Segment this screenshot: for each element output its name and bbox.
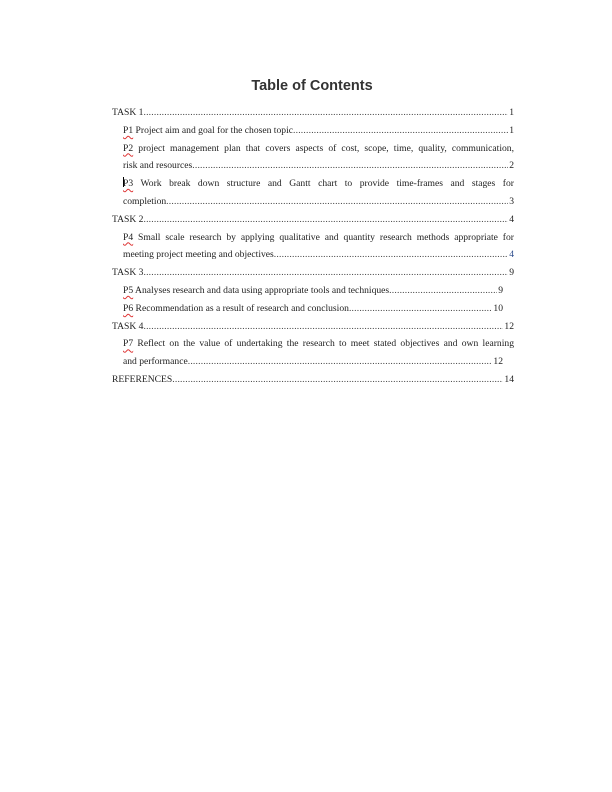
toc-entry-task3[interactable]	[112, 264, 514, 282]
toc-leader-dots	[166, 193, 508, 211]
toc-page-number: 10	[493, 302, 503, 314]
toc-entry-text: Analyses research and data using appropriate tools and techniques	[133, 284, 390, 296]
toc-entry-text: REFERENCES	[112, 373, 173, 385]
toc-entry-text: TASK 2	[112, 213, 144, 225]
toc-entry-text: project management plan that covers aspects of cost, scope, time, quality, communication,	[133, 142, 514, 154]
toc-leader-dots	[293, 122, 508, 140]
toc-leader-dots	[389, 282, 497, 300]
table-of-contents	[112, 104, 514, 389]
toc-page-number: 9	[509, 267, 514, 279]
toc-page-number: 14	[504, 373, 514, 385]
toc-entry-task1[interactable]	[112, 104, 514, 122]
toc-entry-p6[interactable]	[112, 300, 503, 318]
toc-entry-code: P7	[123, 338, 134, 350]
toc-entry-text-cont: and performance	[123, 356, 188, 368]
toc-leader-dots	[143, 211, 508, 229]
toc-entry-text: Small scale research by applying qualitative and quantity research methods appropriate for	[133, 231, 514, 243]
toc-page-number: 9	[498, 284, 503, 296]
toc-entry-task4[interactable]	[112, 318, 514, 336]
toc-entry-p5[interactable]	[112, 282, 503, 300]
toc-entry-text: Recommendation as a result of research and conclusion	[133, 302, 349, 314]
toc-entry-code: P5	[123, 284, 134, 296]
toc-leader-dots	[143, 104, 508, 122]
toc-entry-text: Reflect on the value of undertaking the research to meet stated objectives and own learning	[133, 338, 514, 350]
toc-entry-text-cont: meeting project meeting and objectives	[123, 249, 274, 261]
toc-entry-text: Project aim and goal for the chosen topic	[133, 124, 293, 136]
toc-title: Table of Contents	[251, 78, 373, 94]
toc-leader-dots	[192, 157, 508, 175]
toc-entry-text: TASK 3	[112, 267, 144, 279]
toc-entry-p4[interactable]	[112, 229, 514, 265]
toc-leader-dots	[188, 353, 493, 371]
toc-entry-p7[interactable]	[112, 335, 514, 371]
toc-entry-task2[interactable]	[112, 211, 514, 229]
toc-entry-p2[interactable]	[112, 140, 514, 176]
toc-leader-dots	[143, 318, 503, 336]
toc-entry-text: TASK 4	[112, 320, 144, 332]
toc-entry-code: P1	[123, 124, 134, 136]
toc-entry-text: Work break down structure and Gantt chart to provide time-frames and stages for	[133, 178, 514, 190]
toc-page-number: 4	[509, 213, 514, 225]
toc-entry-references[interactable]	[112, 371, 514, 389]
toc-entry-p3[interactable]	[112, 175, 514, 211]
toc-leader-dots	[143, 264, 508, 282]
toc-leader-dots	[172, 371, 503, 389]
toc-page-number: 1	[509, 107, 514, 118]
toc-entry-code: P4	[123, 231, 134, 243]
toc-entry-code: P6	[123, 302, 134, 314]
toc-page-number: 2	[509, 160, 514, 172]
toc-entry-p1[interactable]	[112, 122, 514, 140]
toc-entry-text: TASK 1	[112, 107, 144, 118]
toc-leader-dots	[274, 246, 508, 264]
toc-page-number: 12	[504, 320, 514, 332]
toc-page-number: 3	[509, 195, 514, 207]
toc-page-number: 1	[509, 124, 514, 136]
toc-page-number: 4	[509, 249, 514, 261]
toc-entry-code: P2	[123, 142, 134, 154]
toc-entry-code: P3	[123, 178, 134, 190]
toc-leader-dots	[349, 300, 492, 318]
toc-page-number: 12	[493, 356, 503, 368]
toc-entry-text-cont: completion	[123, 195, 167, 207]
toc-entry-text-cont: risk and resources	[123, 160, 193, 172]
